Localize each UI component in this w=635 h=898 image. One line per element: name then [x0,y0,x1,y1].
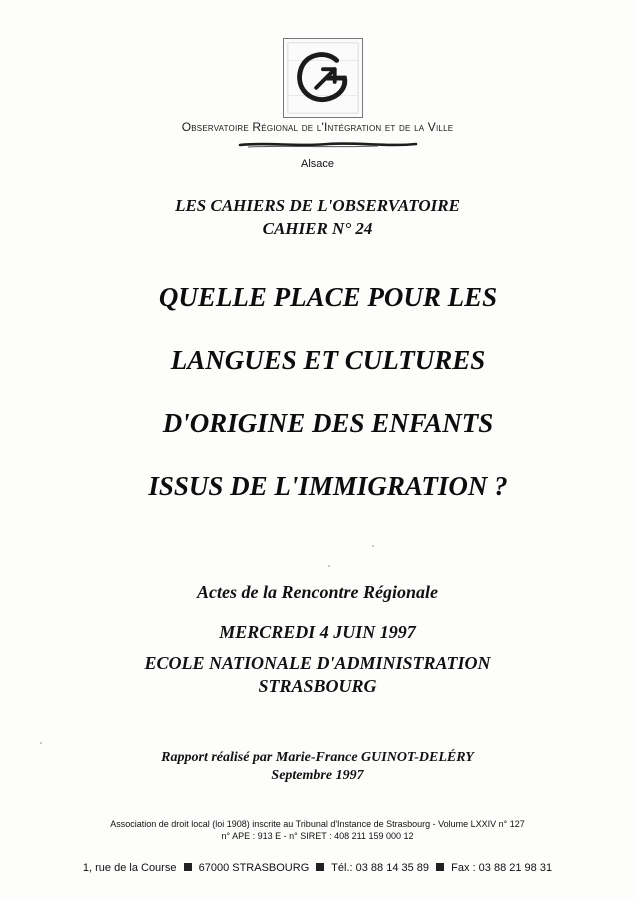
proceedings-label: Actes de la Rencontre Régionale [197,582,438,602]
report-author: Rapport réalisé par Marie-France GUINOT-DELÉRY [161,750,474,765]
report-credit [0,749,635,785]
scan-speck [328,565,330,567]
city-address: 67000 STRASBOURG [198,862,310,874]
legal-registration: Association de droit local (loi 1908) inscrite au Tribunal d'Instance de Strasbourg - Volume LXXIV n° 127 [110,819,525,829]
square-bullet-icon [436,863,444,871]
series-heading [0,194,635,240]
event-details [0,580,635,698]
issue-number: CAHIER N° 24 [262,219,373,238]
legal-identifiers: n° APE : 913 E - n° SIRET : 408 211 159 000 12 [221,831,414,841]
square-bullet-icon [184,863,192,871]
decorative-brush-rule [238,141,418,149]
scan-speck [372,545,374,547]
square-bullet-icon [316,863,324,871]
venue-city: STRASBOURG [258,676,377,696]
title-line: ISSUS DE L'IMMIGRATION ? [148,471,508,501]
organisation-name: Observatoire Régional de l'Intégration et de la Ville [181,120,454,134]
fax-number: Fax : 03 88 21 98 31 [451,862,553,874]
event-date: MERCREDI 4 JUIN 1997 [219,622,416,642]
oriv-logo-icon [283,38,363,118]
legal-notice [0,818,635,842]
report-date: Septembre 1997 [271,768,364,783]
street-address: 1, rue de la Course [82,862,177,874]
title-line: D'ORIGINE DES ENFANTS [162,408,494,438]
main-title [108,272,548,524]
title-line: LANGUES ET CULTURES [170,345,486,375]
scan-speck [40,742,42,744]
title-line: QUELLE PLACE POUR LES [158,282,498,312]
region-label: Alsace [300,158,335,170]
venue-name: ECOLE NATIONALE D'ADMINISTRATION [144,653,491,673]
series-title: LES CAHIERS DE L'OBSERVATOIRE [175,196,460,215]
phone-number: Tél.: 03 88 14 35 89 [331,862,430,874]
contact-address [0,862,635,874]
